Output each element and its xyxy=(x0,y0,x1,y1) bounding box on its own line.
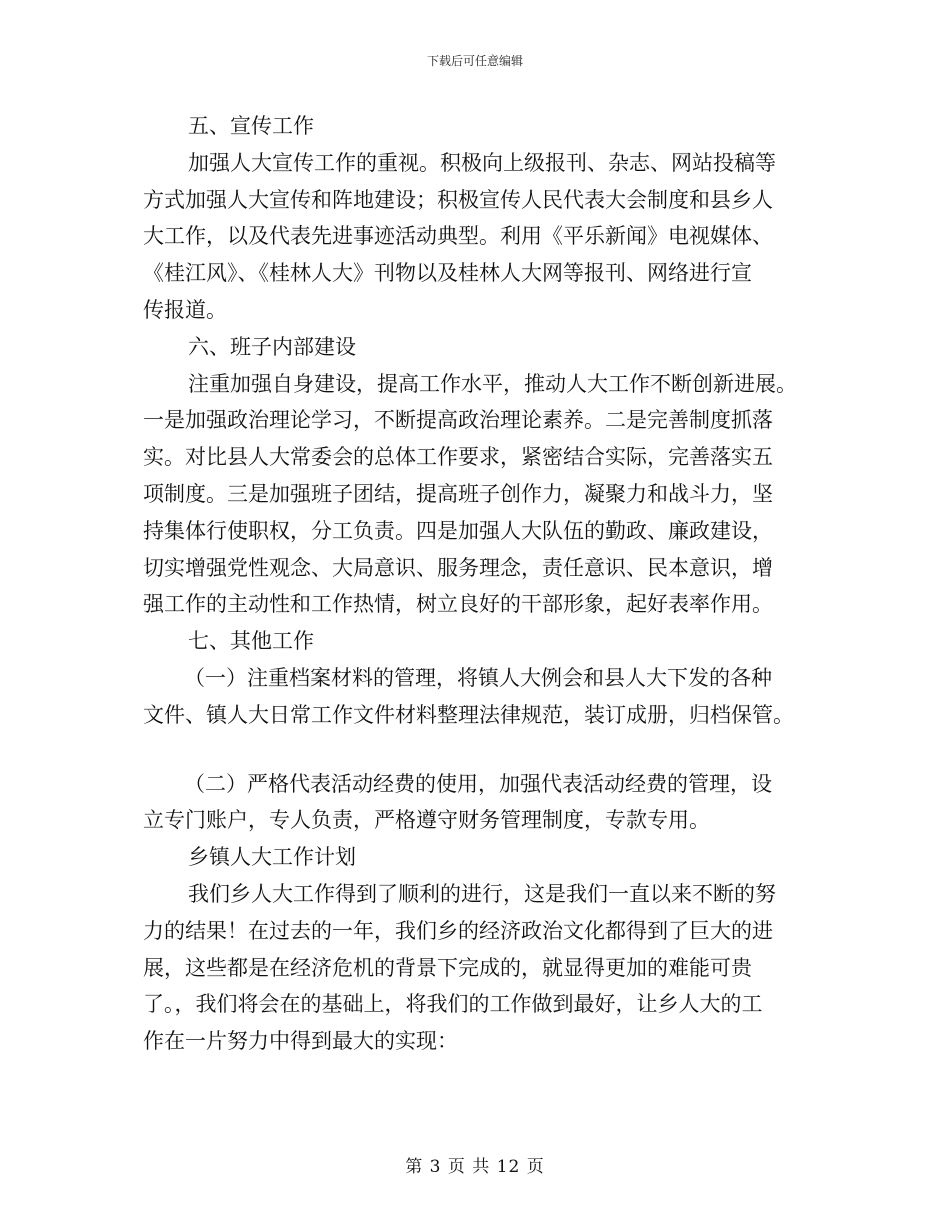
paragraph-line: 切实增强党性观念、大局意识、服务理念，责任意识、民本意识，增 xyxy=(143,555,773,580)
paragraph-line: 展，这些都是在经济危机的背景下完成的，就显得更加的难能可贵 xyxy=(143,955,752,980)
paragraph-line: 注重加强自身建设，提高工作水平，推动人大工作不断创新进展。 xyxy=(188,371,797,396)
paragraph-line: （一）注重档案材料的管理，将镇人大例会和县人大下发的各种 xyxy=(184,665,772,690)
paragraph-line: 文件、镇人大日常工作文件材料整理法律规范，装订成册，归档保管。 xyxy=(143,702,794,727)
paragraph-line: 方式加强人大宣传和阵地建设；积极宣传人民代表大会制度和县乡人 xyxy=(143,187,773,212)
document-subtitle: 乡镇人大工作计划 xyxy=(188,845,356,870)
paragraph-line: 《桂江风》、《桂林人大》刊物以及桂林人大网等报刊、网络进行宣 xyxy=(143,261,752,286)
paragraph-line: 项制度。三是加强班子团结，提高班子创作力，凝聚力和战斗力，坚 xyxy=(143,481,773,506)
section-heading-other-work: 七、其他工作 xyxy=(188,629,314,654)
page-number: 第 3 页 共 12 页 xyxy=(405,1157,545,1177)
paragraph-line: 立专门账户，专人负责，严格遵守财务管理制度，专款专用。 xyxy=(143,808,710,833)
paragraph-line: （二）严格代表活动经费的使用，加强代表活动经费的管理，设 xyxy=(184,771,772,796)
section-heading-publicity: 五、宣传工作 xyxy=(188,114,314,138)
paragraph-line: 强工作的主动性和工作热情，树立良好的干部形象，起好表率作用。 xyxy=(143,592,773,617)
paragraph-line: 实。对比县人大常委会的总体工作要求，紧密结合实际，完善落实五 xyxy=(143,445,773,470)
paragraph-line: 持集体行使职权，分工负责。四是加强人大队伍的勤政、廉政建设， xyxy=(143,518,773,543)
paragraph-line: 大工作，以及代表先进事迹活动典型。利用《平乐新闻》电视媒体、 xyxy=(143,224,773,249)
paragraph-line: 作在一片努力中得到最大的实现： xyxy=(143,1029,458,1054)
paragraph-line: 加强人大宣传工作的重视。积极向上级报刊、杂志、网站投稿等 xyxy=(188,150,776,175)
paragraph-line: 了。，我们将会在的基础上，将我们的工作做到最好，让乡人大的工 xyxy=(143,992,763,1017)
page-header: 下载后可任意编辑 xyxy=(426,54,523,68)
document-body xyxy=(143,108,811,1060)
paragraph-line: 我们乡人大工作得到了顺利的进行，这是我们一直以来不断的努 xyxy=(188,881,776,906)
blank-line xyxy=(143,734,811,766)
paragraph-line: 一是加强政治理论学习，不断提高政治理论素养。二是完善制度抓落 xyxy=(143,408,773,433)
section-heading-team-building: 六、班子内部建设 xyxy=(188,334,356,359)
paragraph-line: 传报道。 xyxy=(143,297,227,322)
paragraph-line: 力的结果！在过去的一年，我们乡的经济政治文化都得到了巨大的进 xyxy=(143,918,773,943)
